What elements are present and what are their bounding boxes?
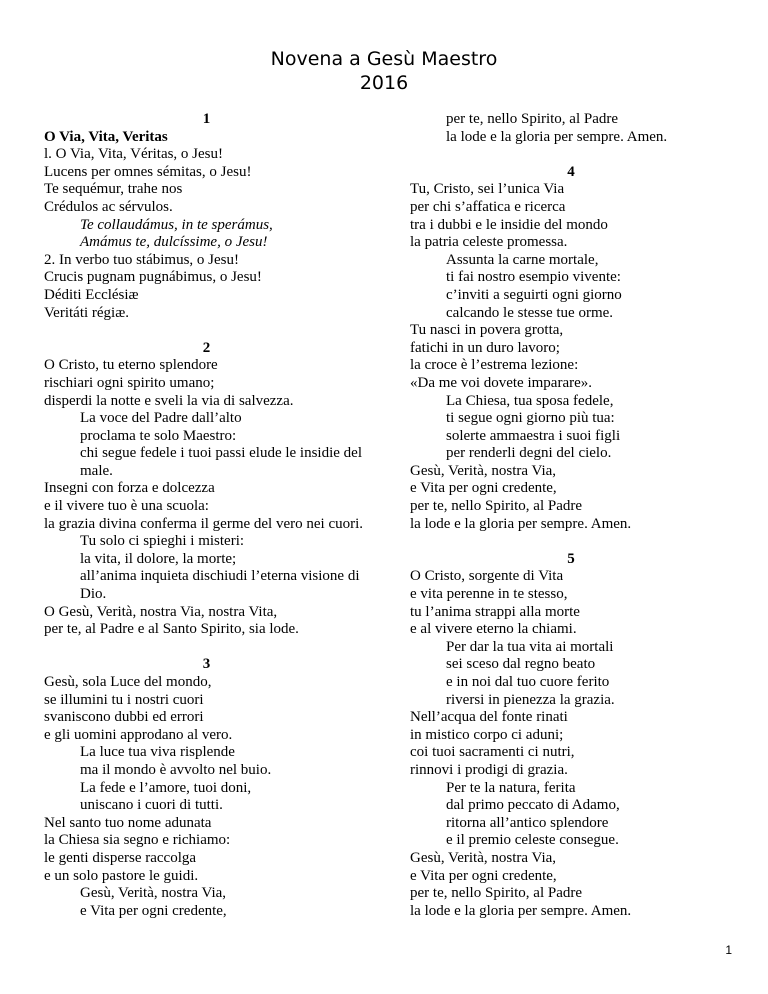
verse-line: Amámus te, dulcíssime, o Jesu!: [80, 234, 268, 251]
verse-line: chi segue fedele i tuoi passi elude le insidie del male.: [80, 445, 362, 479]
verse-line: La fede e l’amore, tuoi doni,: [80, 779, 252, 796]
verse-line: Gesù, Verità, nostra Via,: [410, 462, 557, 479]
verse-line: Gesù, Verità, nostra Via,: [80, 885, 227, 902]
verse-line: Per dar la tua vita ai mortali: [446, 638, 614, 655]
verse-line: disperdi la notte e sveli la via di salvezza.: [44, 392, 294, 409]
verse-line: Crucis pugnam pugnábimus, o Jesu!: [44, 269, 262, 286]
verse-line: proclama te solo Maestro:: [80, 427, 237, 444]
verse-line: 2. In verbo tuo stábimus, o Jesu!: [44, 251, 239, 268]
verse-line: se illumini tu i nostri cuori: [44, 691, 204, 708]
verse-line: uniscano i cuori di tutti.: [80, 797, 223, 814]
verse-line: tu l’anima strappi alla morte: [410, 603, 580, 620]
verse-line: Tu, Cristo, sei l’unica Via: [410, 181, 565, 198]
page-number: 1: [725, 943, 732, 957]
verse-line: e in noi dal tuo cuore ferito: [446, 674, 610, 690]
verse-line: Gesù, Verità, nostra Via,: [410, 849, 557, 866]
hymn-section: [410, 551, 732, 920]
verse-line: per te, al Padre e al Santo Spirito, sia lode.: [44, 621, 299, 638]
verse-line: la vita, il dolore, la morte;: [80, 550, 237, 567]
verse-line: e un solo pastore le guidi.: [44, 867, 199, 884]
verse-line: La luce tua viva risplende: [80, 744, 235, 761]
section-number: 4: [567, 163, 575, 180]
verse-line: e al vivere eterno la chiami.: [410, 621, 577, 638]
verse-line: Tu solo ci spieghi i misteri:: [80, 533, 245, 550]
section-number: 1: [202, 111, 211, 127]
verse-line: riversi in pienezza la grazia.: [446, 691, 615, 708]
verse-line: e vita perenne in te stesso,: [410, 586, 568, 603]
verse-line: Insegni con forza e dolcezza: [44, 480, 215, 497]
verse-line: rischiari ogni spirito umano;: [44, 374, 215, 391]
verse-line: dal primo peccato di Adamo,: [446, 797, 620, 814]
verse-line: Tu nasci in povera grotta,: [410, 322, 564, 339]
verse-line: la lode e la gloria per sempre. Amen.: [410, 902, 632, 919]
verse-line: Lucens per omnes sémitas, o Jesu!: [44, 163, 252, 180]
verse-line: per chi s’affatica e ricerca: [410, 198, 566, 215]
verse-line: per te, nello Spirito, al Padre: [410, 885, 583, 902]
verse-line: in mistico corpo ci aduni;: [410, 726, 564, 743]
verse-line: svaniscono dubbi ed errori: [44, 709, 204, 726]
verse-line: coi tuoi sacramenti ci nutri,: [410, 744, 575, 761]
verse-line: La Chiesa, tua sposa fedele,: [446, 392, 614, 409]
verse-line: e gli uomini approdano al vero.: [44, 726, 233, 743]
verse-line: l. O Via, Vita, Véritas, o Jesu!: [44, 146, 224, 163]
verse-line: la patria celeste promessa.: [410, 234, 568, 251]
verse-line: solerte ammaestra i suoi figli: [446, 427, 621, 444]
hymn-section: [410, 111, 732, 146]
hymn-section: [44, 340, 369, 639]
verse-line: ti segue ogni giorno più tua:: [446, 410, 615, 427]
verse-line: ritorna all’antico splendore: [446, 814, 609, 831]
verse-line: O Cristo, tu eterno splendore: [44, 357, 218, 374]
section-heading: O Via, Vita, Veritas: [44, 128, 168, 145]
verse-line: La voce del Padre dall’alto: [80, 410, 242, 427]
verse-line: le genti disperse raccolga: [44, 849, 197, 866]
verse-line: e il vivere tuo è una scuola:: [44, 498, 209, 515]
right-column: [410, 111, 732, 938]
verse-line: «Da me voi dovete imparare».: [410, 374, 593, 391]
verse-line: O Gesù, Verità, nostra Via, nostra Vita,: [44, 603, 278, 620]
section-number: 5: [567, 550, 575, 567]
hymn-section: [44, 111, 369, 322]
verse-line: Déditi Ecclésiæ: [44, 286, 139, 303]
verse-line: Nel santo tuo nome adunata: [44, 814, 212, 831]
verse-line: Nell’acqua del fonte rinati: [410, 709, 568, 726]
verse-line: e Vita per ogni credente,: [80, 902, 227, 919]
verse-line: fatichi in un duro lavoro;: [410, 339, 560, 356]
verse-line: per te, nello Spirito, al Padre: [446, 111, 619, 127]
verse-line: ma il mondo è avvolto nel buio.: [80, 761, 272, 778]
hymn-section: [44, 656, 369, 920]
verse-line: Te collaudámus, in te sperámus,: [80, 216, 273, 233]
verse-line: all’anima inquieta dischiudi l’eterna visione di Dio.: [80, 568, 360, 603]
verse-line: e Vita per ogni credente,: [410, 480, 557, 497]
verse-line: la grazia divina conferma il germe del vero nei cuori.: [44, 515, 364, 532]
section-number: 2: [202, 339, 211, 356]
verse-line: e Vita per ogni credente,: [410, 867, 557, 884]
verse-line: la croce è l’estrema lezione:: [410, 357, 579, 374]
document-title: Novena a Gesù Maestro: [270, 48, 498, 70]
verse-line: rinnovi i prodigi di grazia.: [410, 761, 568, 778]
verse-line: ti fai nostro esempio vivente:: [446, 269, 621, 286]
verse-line: Te sequémur, trahe nos: [44, 181, 183, 198]
verse-line: per renderli degni del cielo.: [446, 445, 612, 462]
verse-line: la Chiesa sia segno e richiamo:: [44, 832, 231, 849]
verse-line: tra i dubbi e le insidie del mondo: [410, 216, 608, 233]
verse-line: e il premio celeste consegue.: [446, 832, 619, 849]
left-column: [44, 111, 369, 938]
verse-line: Assunta la carne mortale,: [446, 251, 599, 268]
verse-line: Crédulos ac sérvulos.: [44, 198, 173, 215]
verse-line: calcando le stesse tue orme.: [446, 304, 614, 321]
verse-line: O Cristo, sorgente di Vita: [410, 568, 564, 585]
verse-line: sei sceso dal regno beato: [446, 656, 596, 673]
hymn-section: [410, 164, 732, 533]
verse-line: c’inviti a seguirti ogni giorno: [446, 286, 622, 303]
verse-line: la lode e la gloria per sempre. Amen.: [410, 515, 632, 532]
section-number: 3: [202, 656, 211, 673]
verse-line: Gesù, sola Luce del mondo,: [44, 674, 212, 690]
verse-line: per te, nello Spirito, al Padre: [410, 498, 583, 515]
verse-line: la lode e la gloria per sempre. Amen.: [446, 128, 668, 145]
verse-line: Per te la natura, ferita: [446, 779, 576, 796]
verse-line: Veritáti régiæ.: [44, 304, 129, 321]
document-year: 2016: [359, 72, 409, 94]
